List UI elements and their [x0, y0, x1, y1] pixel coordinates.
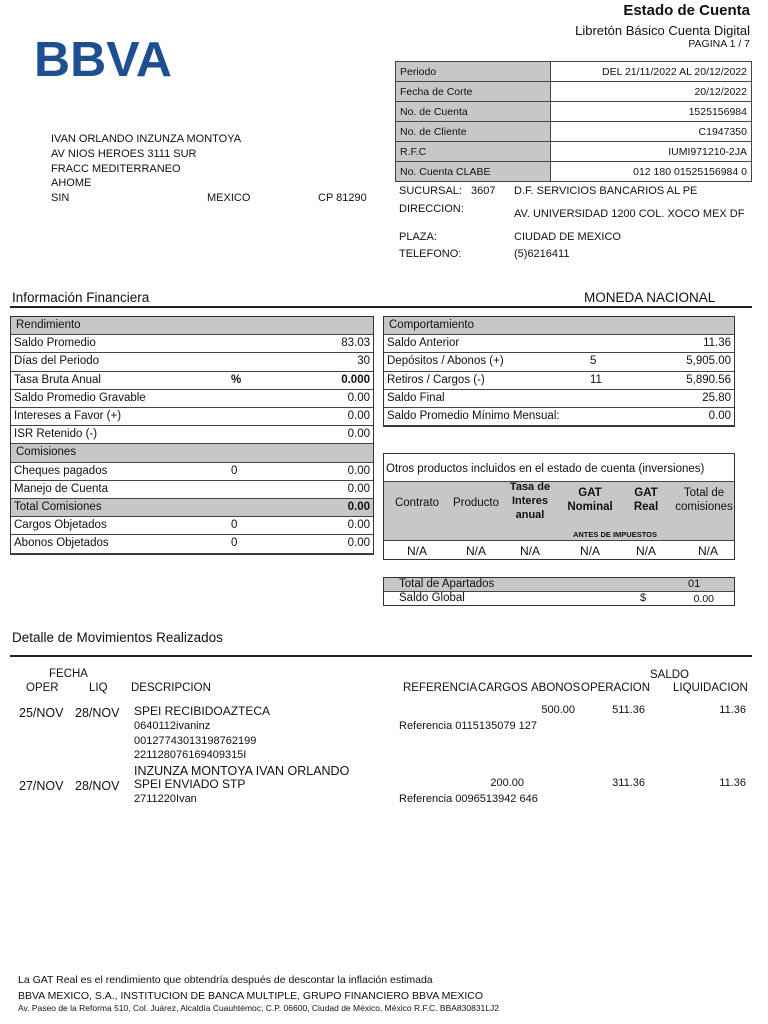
- comisiones-row: [11, 499, 373, 517]
- footer-gat-note: La GAT Real es el rendimiento que obtendría después de descontar la inflación estimada: [18, 974, 433, 986]
- account-value: 012 180 01525156984 0: [551, 162, 752, 182]
- account-value: C1947350: [551, 122, 752, 142]
- inv-col-gat-nominal: GAT Nominal: [567, 487, 613, 513]
- comportamiento-row: [384, 353, 734, 371]
- header-abonos: ABONOS: [531, 682, 581, 694]
- rendimiento-row: [11, 390, 373, 408]
- account-label: No. Cuenta CLABE: [396, 162, 551, 182]
- rendimiento-box: [10, 316, 374, 555]
- comportamiento-value: 5,905.00: [686, 355, 731, 368]
- investments-box: [383, 453, 735, 560]
- comportamiento-header: [384, 317, 734, 335]
- account-label: No. de Cliente: [396, 122, 551, 142]
- comisiones-count: 0: [231, 519, 238, 532]
- document-title: Estado de Cuenta: [623, 2, 750, 19]
- inv-col-tasa: Tasa de Interes anual: [509, 481, 551, 521]
- header-liq: LIQ: [89, 682, 108, 694]
- rendimiento-header: [11, 317, 373, 335]
- comportamiento-value: 0.00: [708, 410, 731, 422]
- movement-cargo: 200.00: [490, 777, 524, 789]
- comportamiento-label: Depósitos / Abonos (+): [387, 355, 504, 368]
- apartados-box: [383, 577, 735, 606]
- header-referencia: REFERENCIA: [403, 682, 478, 694]
- rendimiento-value: 0.00: [347, 428, 370, 441]
- account-row: [396, 62, 752, 82]
- inv-value: N/A: [635, 544, 656, 558]
- rendimiento-label: ISR Retenido (-): [14, 428, 98, 441]
- movement-liq-date: 28/NOV: [75, 779, 120, 793]
- plaza-value: CIUDAD DE MEXICO: [514, 231, 621, 243]
- inv-col-gat-real: GAT Real: [633, 487, 659, 513]
- footer-address: Av. Paseo de la Reforma 510, Col. Juárez, Alcaldía Cuauhtémoc; C.P. 06600, Ciudad de México, México R.F.C. BBA830831LJ2: [18, 1003, 499, 1013]
- rendimiento-row: [11, 353, 373, 371]
- section-divider: [10, 306, 752, 308]
- movement-detail: INZUNZA MONTOYA IVAN ORLANDO: [134, 763, 350, 778]
- comportamiento-label: Saldo Final: [387, 391, 445, 404]
- movement-saldo-operacion: 511.36: [612, 704, 645, 716]
- rendimiento-value: 30: [357, 355, 370, 368]
- rendimiento-row: [11, 372, 373, 390]
- rendimiento-value: 0.000: [341, 373, 370, 386]
- saldo-global-label: Saldo Global: [399, 592, 465, 604]
- comportamiento-count: 11: [590, 373, 602, 386]
- header-oper: OPER: [26, 682, 59, 694]
- bbva-logo-text: BBVA: [34, 34, 172, 82]
- comportamiento-row: [384, 390, 734, 408]
- comisiones-row: [11, 517, 373, 535]
- header-operacion: OPERACION: [581, 682, 651, 694]
- comisiones-header: [11, 444, 373, 462]
- currency-label: MONEDA NACIONAL: [584, 290, 716, 305]
- movements-title: Detalle de Movimientos Realizados: [12, 630, 223, 645]
- account-label: R.F.C: [396, 142, 551, 162]
- rendimiento-row: [11, 426, 373, 444]
- comisiones-row: [11, 481, 373, 499]
- customer-street: AV NIOS HEROES 3111 SUR: [51, 148, 197, 160]
- account-row: [396, 82, 752, 102]
- rendimiento-row: [11, 335, 373, 353]
- rendimiento-row: [11, 408, 373, 426]
- account-row: [396, 142, 752, 162]
- comisiones-header-label: Comisiones: [16, 446, 77, 459]
- comisiones-label: Abonos Objetados: [14, 537, 109, 550]
- plaza-label: PLAZA:: [399, 231, 437, 243]
- inv-value: N/A: [406, 544, 427, 558]
- comisiones-value: 0.00: [347, 464, 370, 477]
- inv-note: ANTES DE IMPUESTOS: [572, 530, 658, 539]
- document-subtitle: Libretón Básico Cuenta Digital: [575, 23, 750, 38]
- account-label: Fecha de Corte: [396, 82, 551, 102]
- rendimiento-label: Saldo Promedio: [14, 337, 96, 350]
- comportamiento-value: 25.80: [702, 391, 731, 404]
- comisiones-value: 0.00: [347, 501, 370, 513]
- account-label: Periodo: [396, 62, 551, 82]
- investments-title: Otros productos incluidos en el estado de cuenta (inversiones): [386, 463, 705, 475]
- page-number: PAGINA 1 / 7: [688, 38, 750, 50]
- comportamiento-box: [383, 316, 735, 427]
- telefono-value: (5)6216411: [514, 248, 570, 260]
- account-value: 1525156984: [551, 102, 752, 122]
- customer-country: MEXICO: [207, 192, 251, 204]
- rendimiento-label: Intereses a Favor (+): [14, 410, 122, 422]
- rendimiento-value: 0.00: [347, 391, 370, 404]
- saldo-global-value: 0.00: [693, 593, 714, 605]
- direccion-label: DIRECCION:: [399, 203, 464, 215]
- sucursal-number: 3607: [471, 185, 496, 197]
- comportamiento-label: Saldo Promedio Mínimo Mensual:: [387, 410, 560, 422]
- comisiones-value: 0.00: [347, 482, 370, 495]
- movement-description: SPEI RECIBIDOAZTECA: [134, 704, 271, 718]
- movement-reference: Referencia 0096513942 646: [399, 793, 538, 805]
- customer-state: SIN: [51, 192, 70, 204]
- comportamiento-row: [384, 372, 734, 390]
- investments-header-band: [384, 481, 734, 541]
- comportamiento-label: Retiros / Cargos (-): [387, 373, 485, 386]
- header-cargos: CARGOS: [478, 682, 528, 694]
- account-info-table: [395, 61, 752, 182]
- rendimiento-count: %: [231, 373, 242, 386]
- inv-value: N/A: [519, 544, 540, 558]
- account-value: DEL 21/11/2022 AL 20/12/2022: [551, 62, 752, 82]
- comisiones-count: 0: [231, 464, 238, 477]
- comportamiento-row: [384, 335, 734, 353]
- comisiones-count: 0: [231, 537, 238, 550]
- comportamiento-value: 11.36: [703, 337, 731, 350]
- customer-colony: FRACC MEDITERRANEO: [51, 163, 181, 175]
- movement-reference: Referencia 0115135079 127: [399, 720, 538, 732]
- movement-oper-date: 25/NOV: [19, 706, 64, 720]
- movement-detail: 00127743013198762199: [134, 734, 257, 747]
- account-value: 20/12/2022: [551, 82, 752, 102]
- comisiones-label: Cheques pagados: [14, 464, 108, 477]
- rendimiento-label: Tasa Bruta Anual: [14, 373, 101, 386]
- comisiones-row: [11, 535, 373, 553]
- comportamiento-row: [384, 408, 734, 426]
- customer-cp: CP 81290: [318, 192, 367, 204]
- header-descripcion: DESCRIPCION: [131, 682, 211, 694]
- header-saldo: SALDO: [650, 669, 689, 681]
- header-liquidacion: LIQUIDACION: [673, 682, 748, 694]
- movement-abono: 500.00: [541, 704, 575, 716]
- comisiones-value: 0.00: [347, 519, 370, 532]
- financial-info-title: Información Financiera: [12, 290, 150, 305]
- movement-saldo-operacion: 311.36: [612, 777, 645, 789]
- account-row: [396, 122, 752, 142]
- account-row: [396, 162, 752, 182]
- customer-name: IVAN ORLANDO INZUNZA MONTOYA: [51, 133, 242, 145]
- rendimiento-header-label: Rendimiento: [16, 319, 81, 331]
- customer-city: AHOME: [51, 177, 92, 189]
- inv-col-total-comisiones: Total de comisiones: [675, 487, 733, 513]
- movement-detail: 0640112ivaninz: [134, 720, 211, 732]
- header-fecha: FECHA: [49, 668, 88, 680]
- comportamiento-value: 5,890.56: [686, 373, 731, 386]
- comisiones-label: Total Comisiones: [14, 501, 102, 513]
- comportamiento-label: Saldo Anterior: [387, 337, 460, 350]
- rendimiento-value: 0.00: [347, 410, 370, 422]
- sucursal-name: D.F. SERVICIOS BANCARIOS AL PE: [514, 185, 698, 197]
- telefono-label: TELEFONO:: [399, 248, 462, 260]
- apartados-total-row: [384, 578, 734, 592]
- rendimiento-label: Días del Periodo: [14, 355, 100, 368]
- movement-liq-date: 28/NOV: [75, 706, 120, 720]
- movement-detail: 2711220Ivan: [134, 793, 197, 805]
- movement-description: SPEI ENVIADO STP: [134, 777, 246, 791]
- movement-detail: 221128076169409315I: [134, 749, 247, 761]
- apartados-total-value: 01: [688, 578, 701, 590]
- inv-col-contrato: Contrato: [394, 497, 440, 509]
- movement-saldo-liquidacion: 11.36: [719, 777, 746, 789]
- saldo-global-sign: $: [640, 592, 647, 604]
- rendimiento-value: 83.03: [341, 337, 370, 350]
- rendimiento-label: Saldo Promedio Gravable: [14, 391, 146, 404]
- apartados-total-label: Total de Apartados: [399, 578, 495, 590]
- inv-value: N/A: [697, 544, 718, 558]
- account-value: IUMI971210-2JA: [551, 142, 752, 162]
- sucursal-label: SUCURSAL:: [399, 185, 462, 197]
- inv-value: N/A: [579, 544, 600, 558]
- account-row: [396, 102, 752, 122]
- movement-oper-date: 27/NOV: [19, 779, 64, 793]
- comportamiento-count: 5: [590, 355, 597, 368]
- comisiones-value: 0.00: [347, 537, 370, 550]
- comisiones-label: Manejo de Cuenta: [14, 482, 108, 495]
- comisiones-row: [11, 463, 373, 481]
- bbva-logo: [34, 34, 174, 82]
- movement-saldo-liquidacion: 11.36: [719, 704, 746, 716]
- direccion-value: AV. UNIVERSIDAD 1200 COL. XOCO MEX DF: [514, 208, 745, 220]
- account-label: No. de Cuenta: [396, 102, 551, 122]
- movements-divider: [10, 655, 752, 657]
- inv-value: N/A: [465, 544, 486, 558]
- inv-col-producto: Producto: [452, 497, 500, 509]
- comisiones-label: Cargos Objetados: [14, 519, 107, 532]
- comportamiento-header-label: Comportamiento: [389, 319, 475, 331]
- footer-bank-name: BBVA MEXICO, S.A., INSTITUCION DE BANCA MULTIPLE, GRUPO FINANCIERO BBVA MEXICO: [18, 990, 484, 1002]
